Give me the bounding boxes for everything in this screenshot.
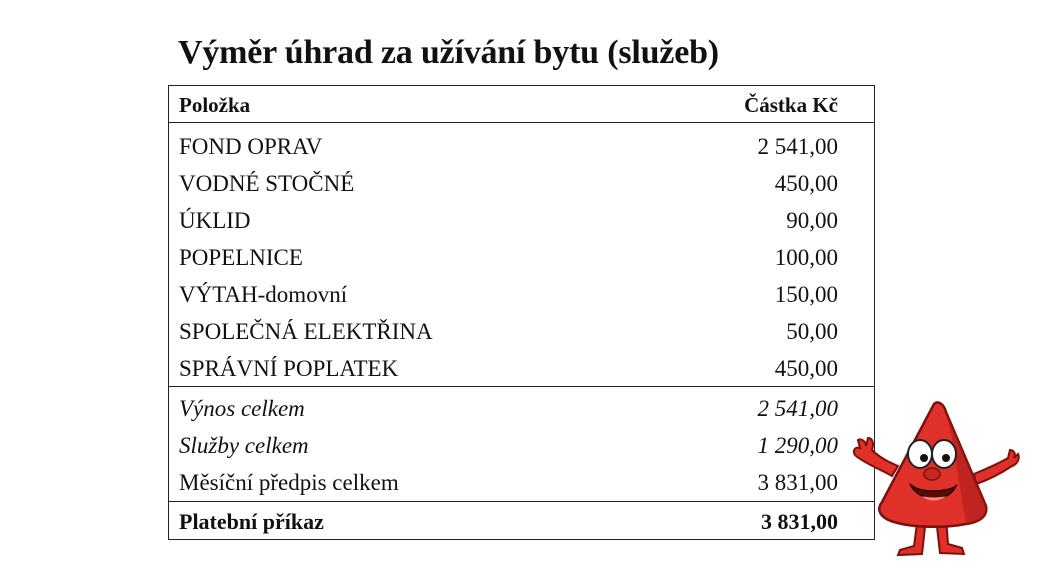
summary-amount: 1 290,00 xyxy=(757,433,838,458)
header-amount-label: Částka Kč xyxy=(744,93,838,117)
item-label: ÚKLID xyxy=(179,208,251,233)
summary-row-services xyxy=(169,427,874,463)
item-amount: 90,00 xyxy=(786,208,838,233)
item-amount: 50,00 xyxy=(786,319,838,344)
item-amount: 150,00 xyxy=(774,282,838,307)
item-label: VODNÉ STOČNÉ xyxy=(179,171,355,196)
item-amount: 450,00 xyxy=(774,171,838,196)
header-divider xyxy=(169,122,874,123)
summary-row-income xyxy=(169,390,874,426)
summary-amount: 3 831,00 xyxy=(757,470,838,495)
item-label: SPOLEČNÁ ELEKTŘINA xyxy=(179,319,433,344)
summary-label: Služby celkem xyxy=(179,433,309,458)
red-cone-mascot-icon xyxy=(848,398,1020,558)
payment-amount: 3 831,00 xyxy=(761,509,838,534)
table-row xyxy=(169,313,874,349)
table-row xyxy=(169,350,874,386)
payment-divider xyxy=(169,501,874,502)
summary-amount: 2 541,00 xyxy=(757,396,838,421)
page-title: Výměr úhrad za užívání bytu (služeb) xyxy=(178,34,719,71)
table-row xyxy=(169,128,874,164)
item-label: POPELNICE xyxy=(179,245,303,270)
summary-row-monthly xyxy=(169,464,874,500)
items-divider xyxy=(169,386,874,387)
item-amount: 100,00 xyxy=(774,245,838,270)
table-header-row xyxy=(169,86,874,122)
summary-label: Měsíční předpis celkem xyxy=(179,470,399,495)
item-label: FOND OPRAV xyxy=(179,134,323,159)
item-amount: 2 541,00 xyxy=(757,134,838,159)
header-item-label: Položka xyxy=(179,93,251,117)
table-row xyxy=(169,165,874,201)
summary-label: Výnos celkem xyxy=(179,396,305,421)
table-row xyxy=(169,239,874,275)
table-row xyxy=(169,202,874,238)
item-label: SPRÁVNÍ POPLATEK xyxy=(179,356,399,381)
payment-label: Platební příkaz xyxy=(179,509,324,534)
item-amount: 450,00 xyxy=(774,356,838,381)
item-label: VÝTAH-domovní xyxy=(179,282,348,307)
payment-row xyxy=(169,503,874,539)
table-row xyxy=(169,276,874,312)
fee-table xyxy=(168,85,875,540)
